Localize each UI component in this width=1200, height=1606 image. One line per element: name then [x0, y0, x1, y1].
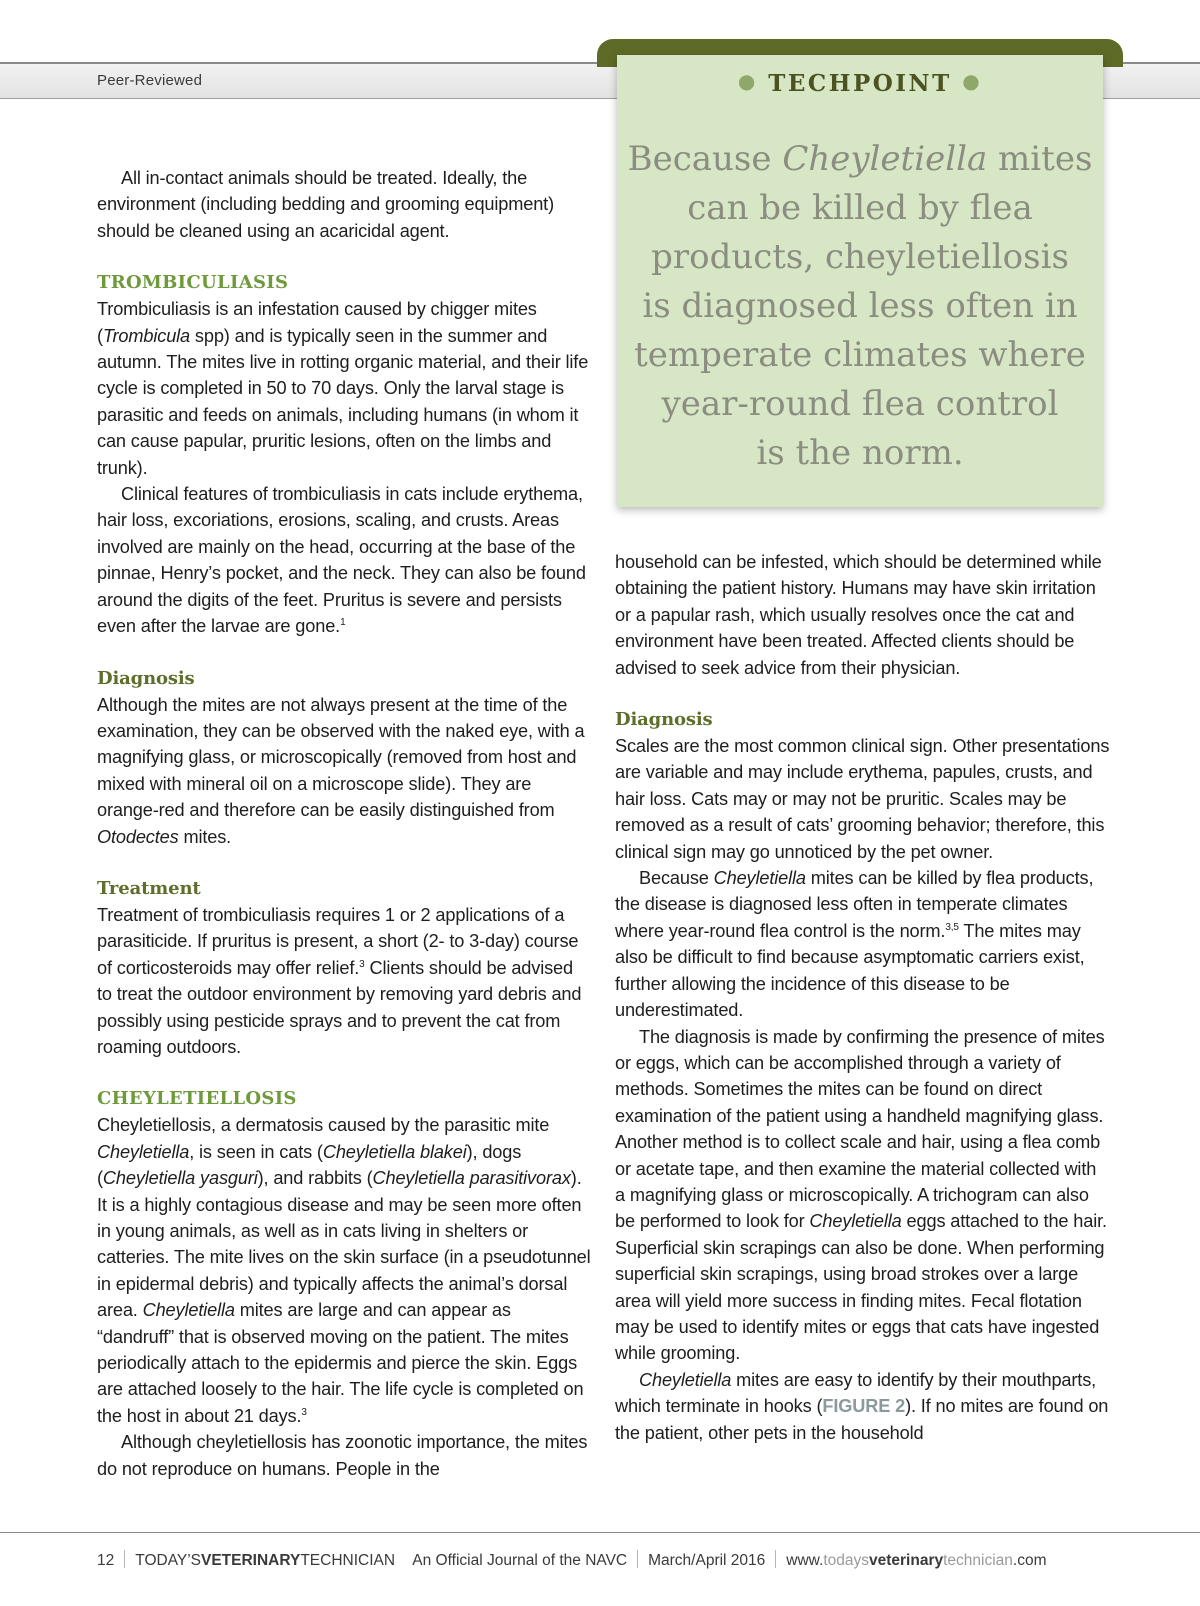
subheading-diagnosis: Diagnosis — [615, 709, 713, 731]
left-column — [97, 165, 592, 1482]
intro-paragraph: All in-contact animals should be treated. Ideally, the environment (including bedding and grooming equipment) should be cleaned using an acaricidal agent. — [97, 168, 554, 241]
website-url[interactable]: www.todaysveterinarytechnician.com — [786, 1552, 1047, 1569]
body-paragraph: Clinical features of trombiculiasis in cats include erythema, hair loss, excoriations, erosions, scaling, and crusts. Areas involved are mainly on the head, occurring at the base of the pinnae, Henry’s pocket, and the neck. They can also be found around the digits of the feet. Pruritus is severe and persists even after the larvae are gone.$^1$ — [97, 484, 586, 637]
quote-line: Because Cheyletiella mites — [627, 139, 1093, 179]
body-paragraph: Treatment of trombiculiasis requires 1 or 2 applications of a parasiticide. If pruritus is present, a short (2- to 3-day) course of corticosteroids may offer relief.$^3$ Clients should be advised to treat the outdoor environment by removing yard debris and possibly using pesticide sprays and to prevent the cat from roaming outdoors. — [97, 904, 582, 1057]
issue-date: March/April 2016 — [648, 1552, 766, 1569]
journal-name: TODAY’SVETERINARYTECHNICIAN — [135, 1552, 396, 1569]
subheading-treatment: Treatment — [97, 877, 201, 899]
section-heading-cheyletiellosis: CHEYLETIELLOSIS — [97, 1088, 297, 1110]
body-paragraph: Cheyletiellosis, a dermatosis caused by the parasitic mite Cheyletiella, is seen in cats (Cheyletiella blakei), dogs (Cheyletiella yasguri), and rabbits (Cheyletiella parasitivorax). It is a highly contagious disease and may be seen more often in young animals, as well as in cats living in shelters or catteries. The mite lives on the skin surface (in a pseudotunnel in epidermal debris) and typically affects the animal’s dorsal area. Cheyletiella mites are large and can appear as “dandruff” that is observed moving on the patient. The mites periodically attach to the epidermis and pierce the skin. Eggs are attached loosely to the hair. The life cycle is completed on the host in about 21 days.$^3$ — [97, 1115, 591, 1426]
quote-line: year-round flea control — [661, 384, 1059, 424]
footer-divider — [637, 1550, 638, 1568]
reference-marker: 3 — [301, 1406, 307, 1418]
subheading-diagnosis: Diagnosis — [97, 667, 195, 689]
journal-tagline: An Official Journal of the NAVC — [412, 1552, 628, 1569]
body-paragraph: Because Cheyletiella mites can be killed by flea products, the disease is diagnosed less often in temperate climates where year-round flea control is the norm.$^{3,5}$ The mites may also be difficult to find because asymptomatic carriers exist, further allowing the incidence of this disease to be underestimated. — [615, 868, 1094, 1021]
body-paragraph: household can be infested, which should be determined while obtaining the patient history. Humans may have skin irritation or a papular rash, which usually resolves once the cat and environment have been treated. Affected clients should be advised to seek advice from their physician. — [615, 552, 1102, 678]
techpoint-box — [617, 55, 1103, 507]
techpoint-title — [617, 69, 1103, 97]
bullet-dot-icon: ● — [737, 69, 758, 93]
body-paragraph: Cheyletiella mites are easy to identify by their mouthparts, which terminate in hooks (FIGURE 2). If no mites are found on the patient, other pets in the household — [615, 1369, 1109, 1443]
body-paragraph: Trombiculiasis is an infestation caused by chigger mites (Trombicula spp) and is typically seen in the summer and autumn. The mites live in rotting organic material, and their life cycle is completed in 50 to 70 days. Only the larval stage is parasitic and feeds on animals, including humans (in whom it can cause papular, pruritic lesions, often on the limbs and trunk). — [97, 299, 589, 478]
body-paragraph: The diagnosis is made by confirming the presence of mites or eggs, which can be accomplished through a variety of methods. Sometimes the mites can be found on direct examination of the patient using a handheld magnifying glass. Another method is to collect scale and hair, using a flea comb or acetate tape, and then examine the material collected with a magnifying glass or microscopically. A trichogram can also be performed to look for Cheyletiella eggs attached to the hair. Superficial skin scrapings can also be done. When performing superficial skin scrapings, using broad strokes over a large area will yield more success in finding mites. Fecal flotation may be used to identify mites or eggs that cats have ingested while grooming. — [615, 1026, 1107, 1364]
quote-line: can be killed by flea — [687, 188, 1033, 228]
footer-divider — [124, 1550, 125, 1568]
reference-marker: 3,5 — [945, 921, 959, 933]
quote-line: is diagnosed less often in — [642, 286, 1078, 326]
quote-line: products, cheyletiellosis — [651, 237, 1069, 277]
quote-line: is the norm. — [756, 433, 964, 473]
quote-line: temperate climates where — [634, 335, 1086, 375]
footer — [97, 1550, 1047, 1570]
techpoint-quote — [627, 135, 1093, 478]
body-paragraph: Although the mites are not always present at the time of the examination, they can be observed with the naked eye, with a magnifying glass, or microscopically (removed from host and mixed with mineral oil on a microscope slide). They are orange-red and therefore can be easily distinguished from Otodectes mites. — [97, 694, 585, 847]
bullet-dot-icon: ● — [962, 69, 983, 93]
reference-marker: 3 — [359, 958, 365, 970]
body-paragraph: Scales are the most common clinical sign. Other presentations are variable and may include erythema, papules, crusts, and hair loss. Cats may or may not be pruritic. Scales may be removed as a result of cats’ grooming behavior; therefore, this clinical sign may go unnoticed by the pet owner. — [615, 736, 1110, 862]
techpoint-title-text: TECHPOINT — [768, 70, 952, 97]
section-heading-trombiculiasis: TROMBICULIASIS — [97, 272, 289, 294]
right-column — [615, 549, 1110, 1446]
body-paragraph: Although cheyletiellosis has zoonotic importance, the mites do not reproduce on humans. People in the — [97, 1432, 588, 1479]
page-number: 12 — [97, 1552, 115, 1569]
reference-marker: 1 — [340, 617, 346, 629]
footer-rule — [0, 1532, 1200, 1533]
figure-reference-link[interactable]: FIGURE 2 — [822, 1396, 906, 1417]
section-label: Peer-Reviewed — [97, 72, 203, 89]
footer-divider — [775, 1550, 776, 1568]
